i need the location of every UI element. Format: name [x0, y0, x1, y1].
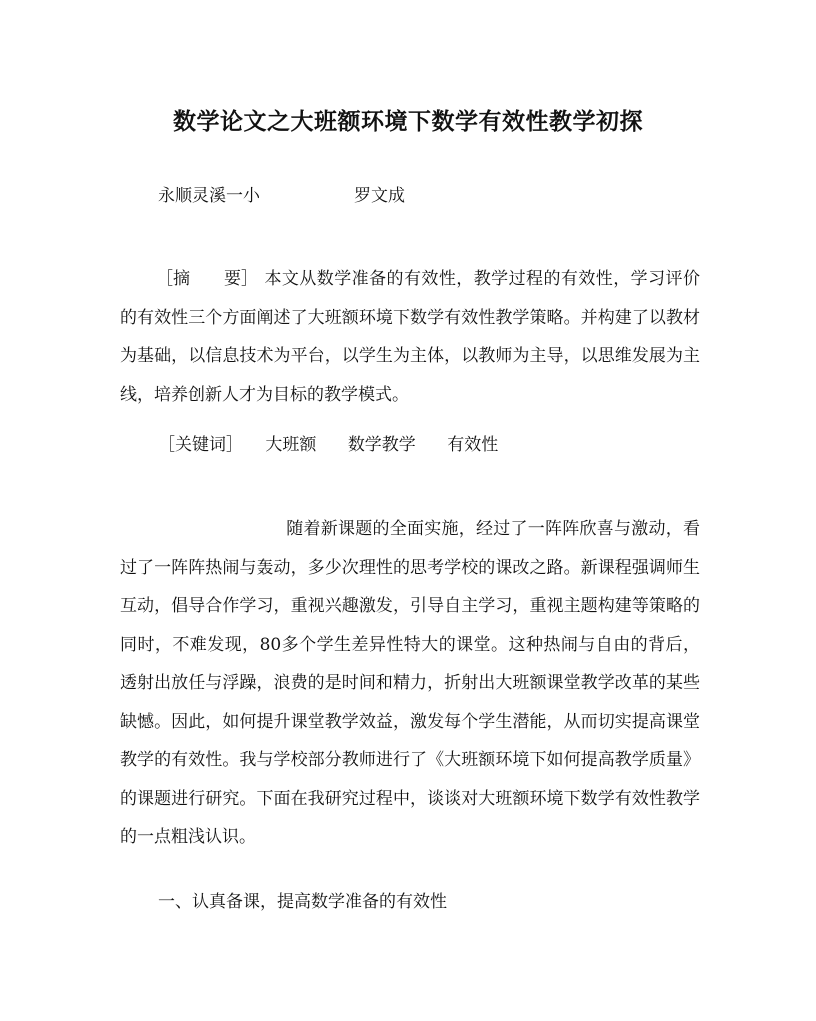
keywords-label: ［关键词］ [158, 435, 243, 455]
document-title: 数学论文之大班额环境下数学有效性教学初探 [173, 108, 643, 135]
author-line [158, 183, 405, 209]
keyword-item: 大班额 [265, 435, 317, 455]
author-name: 罗文成 [354, 186, 405, 206]
author-school: 永顺灵溪一小 [158, 186, 260, 206]
abstract-text: 本文从数学准备的有效性，教学过程的有效性，学习评价的有效性三个方面阐述了大班额环境下数学有效性教学策略。并构建了以教材为基础，以信息技术为平台，以学生为主体，以教师为主导，以思维发展为主线，培养创新人才为目标的教学模式。 [120, 269, 700, 405]
section-heading: 一、认真备课，提高数学准备的有效性 [158, 892, 447, 912]
keyword-item: 有效性 [447, 435, 499, 455]
keyword-item: 数学教学 [347, 435, 416, 455]
abstract-lead [156, 260, 264, 299]
intro-paragraph [120, 510, 700, 857]
keywords-line [158, 430, 524, 460]
intro-text: 随着新课题的全面实施，经过了一阵阵欣喜与激动，看过了一阵阵热闹与轰动，多少次理性的思考学校的课改之路。新课程强调师生互动，倡导合作学习，重视兴趣激发，引导自主学习，重视主题构建等策略的同时，不难发现，80多个学生差异性特大的课堂。这种热闹与自由的背后，透射出放任与浮躁，浪费的是时间和精力，折射出大班额课堂教学改革的某些缺憾。因此，如何提升课堂教学效益，激发每个学生潜能，从而切实提高课堂教学的有效性。我与学校部分教师进行了《大班额环境下如何提高教学质量》的课题进行研究。下面在我研究过程中，谈谈对大班额环境下数学有效性教学的一点粗浅认识。 [120, 519, 700, 847]
abstract-paragraph [120, 260, 700, 414]
abstract-label: ［摘 要］ [156, 269, 258, 289]
